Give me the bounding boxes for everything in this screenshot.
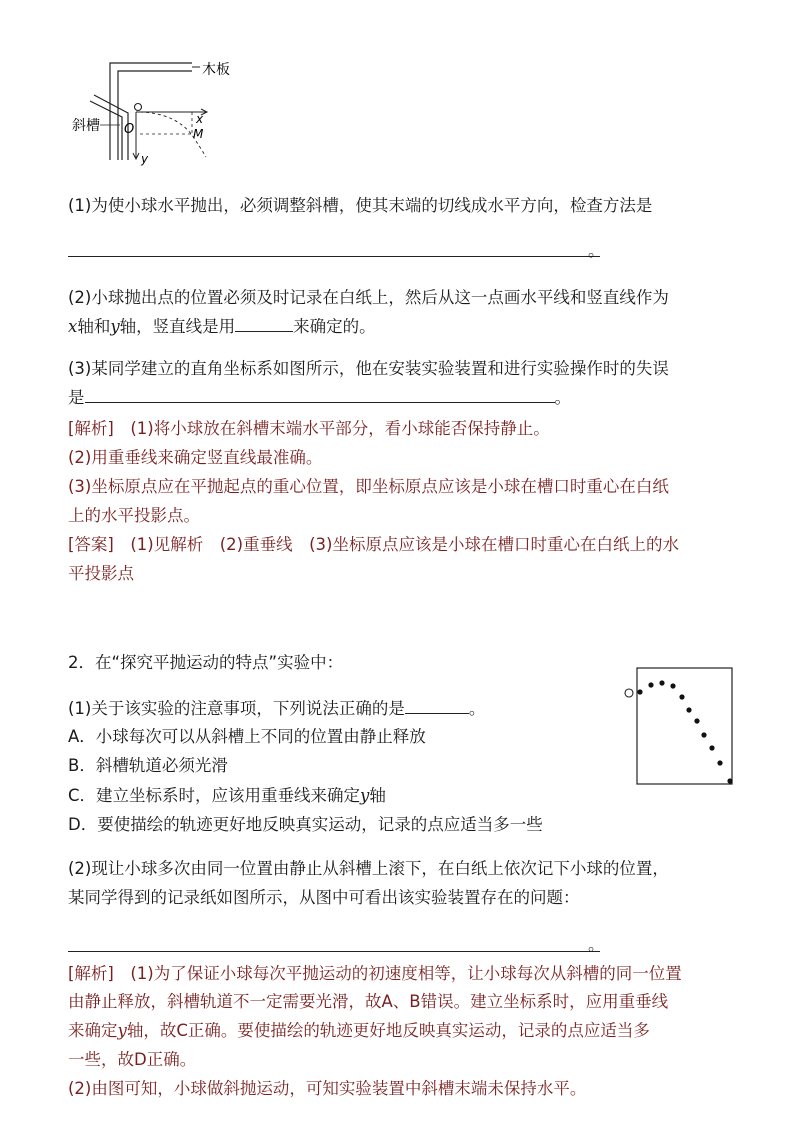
q1-part3-line1: (3)某同学建立的直角坐标系如图所示，他在安装实验装置和进行实验操作时的失误 <box>68 359 669 378</box>
q1-part3-blank[interactable] <box>85 386 555 403</box>
apparatus-diagram <box>60 55 260 175</box>
q2-analysis-4: 一些，故D正确。 <box>68 1050 197 1069</box>
q2-title: 2．在“探究平抛运动的特点”实验中： <box>68 653 344 672</box>
record-point <box>686 707 691 712</box>
q2-analysis-3: 来确定y轴，故C正确。要使描绘的轨迹更好地反映真实运动，记录的点应适当多 <box>68 1021 650 1040</box>
board-label: 木板 <box>202 62 230 78</box>
record-point <box>659 680 664 685</box>
q2-part1: (1)关于该实验的注意事项，下列说法正确的是 。 <box>68 699 486 718</box>
q2-option-d: D．要使描绘的轨迹更好地反映真实运动，记录的点应适当多一些 <box>68 815 543 834</box>
q1-answer-1: [答案] (1)见解析 (2)重垂线 (3)坐标原点应该是小球在槽口时重心在白纸上的水 <box>68 535 679 554</box>
q1-part3-line2: 是 。 <box>68 388 571 407</box>
start-ball <box>625 689 633 697</box>
q2-analysis-1: [解析] (1)为了保证小球每次平抛运动的初速度相等，让小球每次从斜槽的同一位置 <box>68 964 682 983</box>
q1-analysis-3: (3)坐标原点应在平抛起点的重心位置，即坐标原点应该是小球在槽口时重心在白纸 <box>68 477 669 496</box>
q2-analysis-2: 由静止释放，斜槽轨道不一定需要光滑，故A、B错误。建立坐标系时，应用重垂线 <box>68 992 669 1011</box>
q1-analysis-1: [解析] (1)将小球放在斜槽末端水平部分，看小球能否保持静止。 <box>68 419 550 438</box>
record-point <box>637 689 642 694</box>
x-axis-label: x <box>196 112 204 126</box>
q2-analysis-5: (2)由图可知，小球做斜抛运动，可知实验装置中斜槽末端未保持水平。 <box>68 1079 587 1098</box>
y-axis-label: y <box>141 152 149 166</box>
record-point <box>670 683 675 688</box>
m-label: M <box>193 127 204 141</box>
q2-part2-line1: (2)现让小球多次由同一位置由静止从斜槽上滚下，在白纸上依次记下小球的位置， <box>68 859 669 878</box>
q1-part2-line1: (2)小球抛出点的位置必须及时记录在白纸上，然后从这一点画水平线和竖直线作为 <box>68 288 669 307</box>
ball <box>135 104 142 111</box>
board-inner <box>118 71 192 160</box>
record-point <box>717 760 722 765</box>
q1-part1: (1)为使小球水平抛出，必须调整斜槽，使其末端的切线成水平方向，检查方法是 <box>68 196 653 215</box>
q2-option-a: A．小球每次可以从斜槽上不同的位置由静止释放 <box>68 727 426 746</box>
q1-part1-end: 。 <box>588 241 605 260</box>
q2-option-b: B．斜槽轨道必须光滑 <box>68 756 228 775</box>
record-point <box>701 732 706 737</box>
record-point <box>694 718 699 723</box>
q1-part1-blank[interactable] <box>68 256 600 257</box>
record-point <box>648 682 653 687</box>
q2-part2-line2: 某同学得到的记录纸如图所示，从图中可看出该实验装置存在的问题： <box>68 888 580 907</box>
chute-label: 斜槽 <box>72 118 100 134</box>
record-point <box>727 778 732 783</box>
q2-part2-blank[interactable] <box>68 951 600 952</box>
q1-part2-line2: x轴和y轴，竖直线是用 来确定的。 <box>68 317 376 336</box>
q1-analysis-2: (2)用重垂线来确定竖直线最准确。 <box>68 448 323 467</box>
q2-part2-end: 。 <box>588 935 605 954</box>
record-paper-diagram <box>620 664 740 794</box>
origin-label: O <box>124 122 135 137</box>
record-point <box>679 694 684 699</box>
q1-analysis-4: 上的水平投影点。 <box>68 506 200 525</box>
record-point <box>709 745 714 750</box>
q2-part1-blank[interactable] <box>405 697 469 714</box>
q1-part2-blank[interactable] <box>235 315 293 332</box>
q2-option-c: C．建立坐标系时，应该用重垂线来确定y轴 <box>68 786 386 805</box>
q1-answer-2: 平投影点 <box>68 564 134 583</box>
